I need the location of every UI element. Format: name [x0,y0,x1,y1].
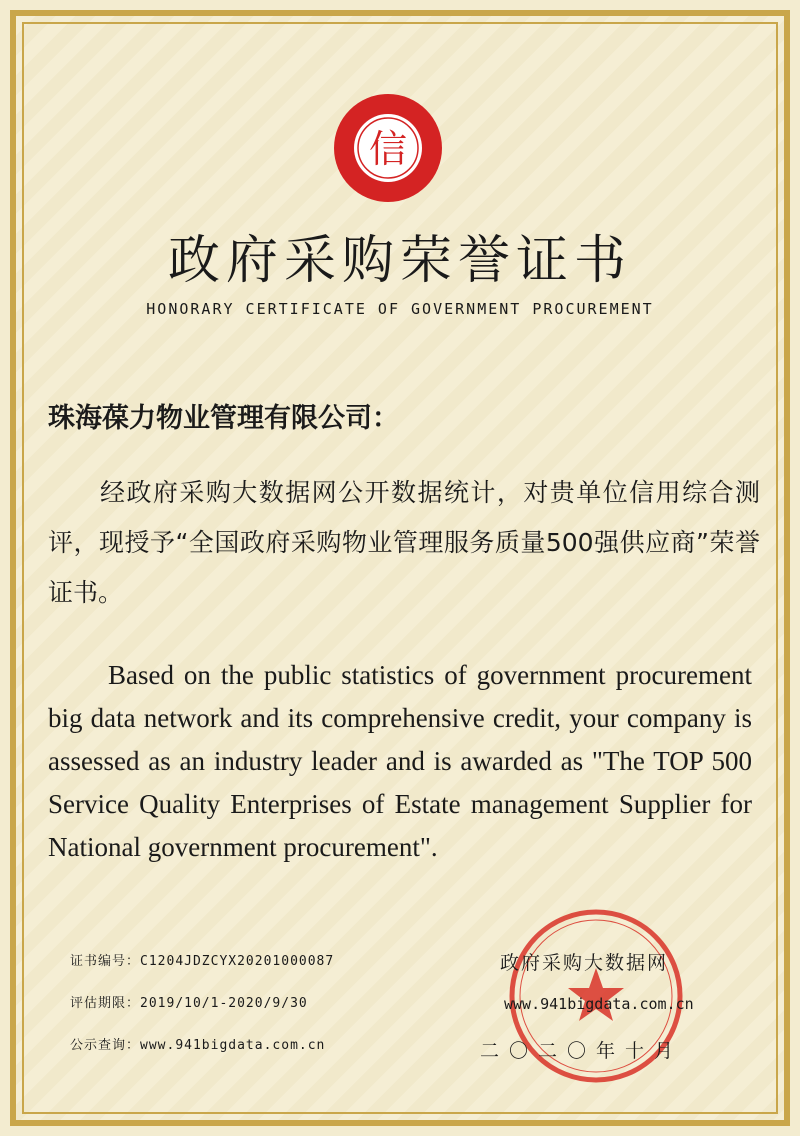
chinese-citation: 经政府采购大数据网公开数据统计，对贵单位信用综合测评，现授予“全国政府采购物业管理服务质量500强供应商”荣誉证书。 [48,478,760,607]
certificate-subtitle: HONORARY CERTIFICATE OF GOVERNMENT PROCUREMENT [146,300,654,318]
issue-date: 二〇二〇年十月 [480,1040,684,1062]
issuer-website: www.941bigdata.com.cn [504,995,694,1013]
public-query-label: 公示查询： [70,1038,141,1053]
recipient-name: 珠海葆力物业管理有限公司： [48,403,399,434]
assessment-period-row [70,992,308,1011]
seal-glyph: 信 [368,127,408,171]
credit-seal-logo [332,92,444,204]
issuer-name: 政府采购大数据网 [500,952,669,974]
assessment-period-label: 评估期限： [70,996,141,1011]
certificate-title: 政府采购荣誉证书 [167,231,632,291]
public-query-row [70,1034,325,1053]
assessment-period-value: 2019/10/1-2020/9/30 [140,996,308,1011]
cert-number-row [70,950,334,969]
english-citation: Based on the public statistics of government procurement big data network and its comprehensive credit, your company is assessed as an industry leader and is awarded as "The TOP 500 Service Quality Enterprises of Estate management Supplier for National government procurement". [48,660,752,862]
cert-number-value: C1204JDZCYX20201000087 [140,954,335,969]
public-query-url: www.941bigdata.com.cn [140,1038,326,1053]
cert-number-label: 证书编号： [70,954,141,969]
